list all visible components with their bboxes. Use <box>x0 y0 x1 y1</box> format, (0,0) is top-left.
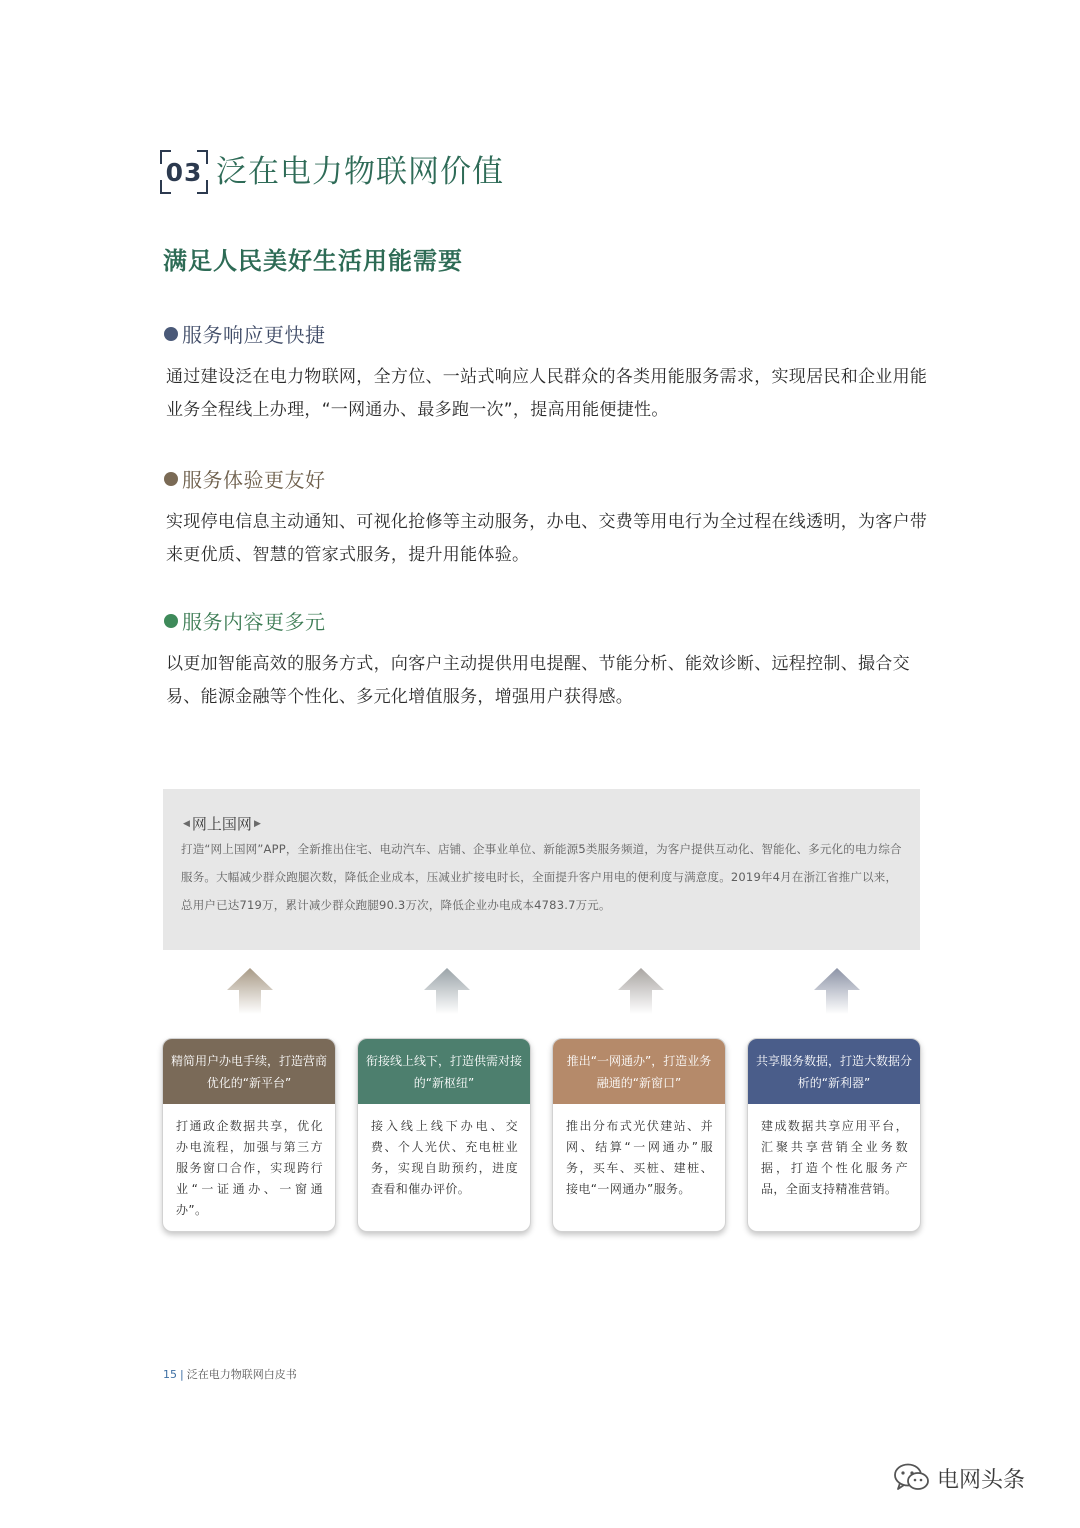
point-text-3: 以更加智能高效的服务方式，向客户主动提供用电提醒、节能分析、能效诊断、远程控制、撮合交易、能源金融等个性化、多元化增值服务，增强用户获得感。 <box>166 654 910 707</box>
page-number: 15 <box>163 1368 177 1381</box>
card-head: 衔接线上线下，打造供需对接的“新枢纽” <box>358 1039 530 1104</box>
point-heading-3: 服务内容更多元 <box>164 606 326 635</box>
section-title: 泛在电力物联网价值 <box>216 154 504 190</box>
up-arrow-icon <box>812 966 862 1014</box>
info-box <box>163 789 920 950</box>
info-text: 打造“网上国网”APP，全新推出住宅、电动汽车、店铺、企事业单位、新能源5类服务频道，为客户提供互动化、智能化、多元化的电力综合服务。大幅减少群众跑腿次数，降低企业成本，压减业扩接电时长，全面提升客户用电的便利度与满意度。2019年4月在浙江省推广以来，总用户已达719万，累计减少群众跑腿90.3万次，降低企业办电成本4783.7万元。 <box>181 842 902 912</box>
card-body: 接入线上线下办电、交费、个人光伏、充电桩业务，实现自助预约，进度查看和催办评价。 <box>371 1119 518 1196</box>
up-arrow-icon <box>616 966 666 1014</box>
page-footer: 15 | 泛在电力物联网白皮书 <box>163 1368 297 1381</box>
point-text-1: 通过建设泛在电力物联网，全方位、一站式响应人民群众的各类用能服务需求，实现居民和企业用能业务全程线上办理，“一网通办、最多跑一次”，提高用能便捷性。 <box>166 367 928 420</box>
card-head: 推出“一网通办”，打造业务融通的“新窗口” <box>553 1039 725 1104</box>
triangle-right-icon: ▶ <box>253 818 261 829</box>
card-head: 精简用户办电手续，打造营商优化的“新平台” <box>163 1039 335 1104</box>
bullet-dot-icon <box>164 614 178 628</box>
point-text-2: 实现停电信息主动通知、可视化抢修等主动服务，办电、交费等用电行为全过程在线透明，为客户带来更优质、智慧的管家式服务，提升用能体验。 <box>166 512 928 565</box>
section-number: 03 <box>160 150 208 194</box>
up-arrow-icon <box>225 966 275 1014</box>
card-body: 打通政企数据共享，优化办电流程，加强与第三方服务窗口合作，实现跨行业“一证通办、一窗通办”。 <box>176 1119 323 1217</box>
point-heading-2: 服务体验更友好 <box>164 464 326 493</box>
wechat-icon <box>893 1462 931 1494</box>
card-head: 共享服务数据，打造大数据分析的“新利器” <box>748 1039 920 1104</box>
bullet-dot-icon <box>164 327 178 341</box>
triangle-left-icon: ◀ <box>183 818 190 829</box>
point-heading-1: 服务响应更快捷 <box>164 319 326 348</box>
up-arrow-icon <box>422 966 472 1014</box>
card-new-tool <box>747 1038 921 1232</box>
info-title: ◀ 网上国网 ▶ <box>183 815 261 833</box>
watermark: 电网头条 <box>893 1462 1025 1494</box>
card-body: 建成数据共享应用平台，汇聚共享营销全业务数据，打造个性化服务产品，全面支持精准营销。 <box>761 1119 908 1196</box>
bullet-dot-icon <box>164 472 178 486</box>
doc-title: 泛在电力物联网白皮书 <box>186 1368 297 1381</box>
card-body: 推出分布式光伏建站、并网、结算“一网通办”服务，买车、买桩、建桩、接电“一网通办”服务。 <box>566 1119 713 1196</box>
card-new-hub <box>357 1038 531 1232</box>
card-new-platform <box>162 1038 336 1232</box>
subtitle: 满足人民美好生活用能需要 <box>163 247 463 275</box>
card-new-window <box>552 1038 726 1232</box>
